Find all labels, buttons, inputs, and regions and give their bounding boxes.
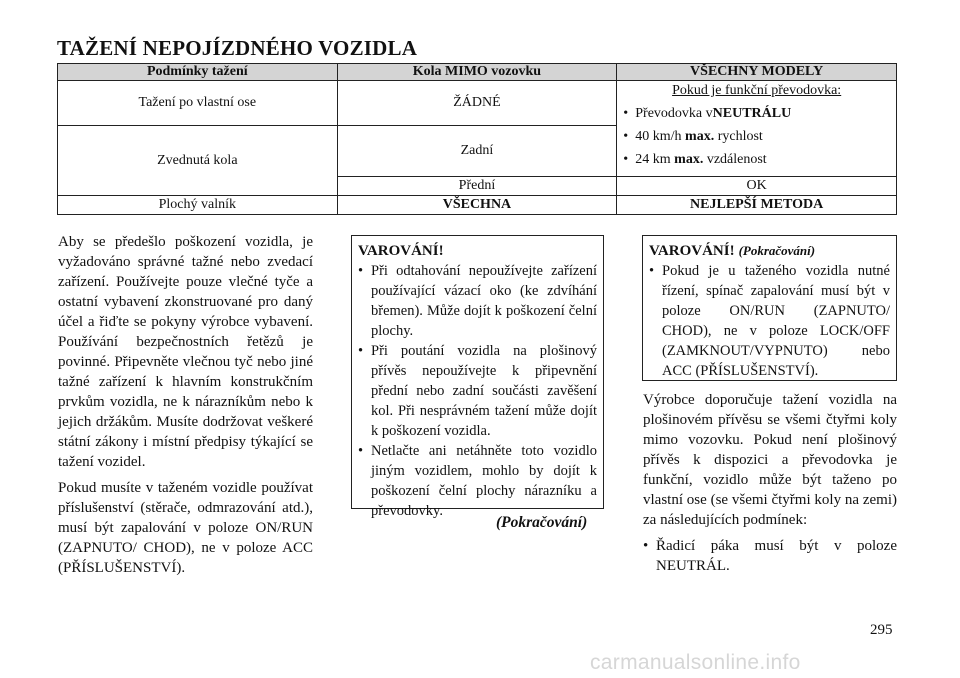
table-cell-models: NEJLEPŠÍ METODA xyxy=(617,196,897,215)
table-cell-condition: Plochý valník xyxy=(58,196,338,215)
left-column xyxy=(58,232,313,584)
page-title: TAŽENÍ NEPOJÍZDNÉHO VOZIDLA xyxy=(57,36,418,60)
list-item: • Při odtahování nepoužívejte zařízení používající vázací oko (ke zdvíhání břemen). Může dojít k poškození čelní plochy. xyxy=(358,261,597,341)
list-item: • Pokud je u taženého vozidla nutné řízení, spínač zapalování musí být v poloze ON/RUN (ZAPNUTO/ CHOD), ne v poloze LOCK/OFF (ZAMKNOUT/VYPNUTO) nebo ACC (PŘÍSLUŠENSTVÍ). xyxy=(649,261,890,381)
table-cell-condition: Tažení po vlastní ose xyxy=(58,81,338,126)
models-note-list xyxy=(623,105,890,168)
table-header-wheels: Kola MIMO vozovku xyxy=(337,64,617,81)
warning-heading: VAROVÁNÍ! xyxy=(358,243,444,259)
list-item: • Převodovka vNEUTRÁLU xyxy=(623,105,890,122)
models-note-heading: Pokud je funkční převodovka: xyxy=(672,83,842,98)
list-item: • Netlačte ani netáhněte toto vozidlo jiným vozidlem, mohlo by dojít k poškození čelní plochy nárazníku a převodovky. xyxy=(358,441,597,521)
table-cell-models: OK xyxy=(617,177,897,196)
table-cell-wheels: VŠECHNA xyxy=(337,196,617,215)
table-header-conditions: Podmínky tažení xyxy=(58,64,338,81)
warning-box xyxy=(351,235,604,519)
table-row xyxy=(58,81,897,126)
paragraph: Výrobce doporučuje tažení vozidla na plošinovém přívěsu se všemi čtyřmi koly mimo vozovku. Pokud není plošinový přívěs k dispozici a převodovka je funkční, vozidlo může být taženo po vlastní ose (se všemi čtyřmi koly na zemi) za následujících podmínek: xyxy=(643,392,897,528)
list-item: • Řadicí páka musí být v poloze NEUTRÁL. xyxy=(643,536,897,576)
table-cell-condition: Zvednutá kola xyxy=(58,126,338,196)
table-row xyxy=(58,196,897,215)
continued-label: (Pokračování) xyxy=(496,514,588,531)
conditions-list xyxy=(643,536,897,576)
watermark: carmanualsonline.info xyxy=(590,651,801,674)
warning-list xyxy=(649,261,890,381)
table-cell-wheels: ŽÁDNÉ xyxy=(337,81,617,126)
table-cell-models-note xyxy=(617,81,897,177)
paragraph: Aby se předešlo poškození vozidla, je vyžadováno správné tažné nebo zvedací zařízení. Používejte pouze vlečné tyče a ostatní vybavení zkonstruované pro daný účel a řiďte se pokyny výrobce vybavení. Používání bezpečnostních řetězů je povinné. Připevněte vlečnou tyč nebo jiné tažné zařízení k hlavním konstrukčním prvkům vozidla, ne k nárazníkům nebo k jejich držákům. Musíte dodržovat veškeré státní zákony i místní předpisy týkající se tažení vozidel. xyxy=(58,234,313,470)
list-item: • Při poutání vozidla na plošinový přívěs nepoužívejte k připevnění přední nebo zadní součásti zavěšení kol. Při nesprávném tažení může dojít k poškození vozidla. xyxy=(358,341,597,441)
towing-table xyxy=(57,63,897,215)
page-number: 295 xyxy=(870,622,893,638)
table-header-models: VŠECHNY MODELY xyxy=(617,64,897,81)
list-item: • 40 km/h max. rychlost xyxy=(623,128,890,145)
paragraph: Pokud musíte v taženém vozidle používat příslušenství (stěrače, odmrazování atd.), musí být zapalování v poloze ON/RUN (ZAPNUTO/ CHOD), ne v poloze ACC (PŘÍSLUŠENSTVÍ). xyxy=(58,480,313,576)
continued-label: (Pokračování) xyxy=(738,243,816,258)
warning-box-continued xyxy=(642,235,897,381)
warning-heading: VAROVÁNÍ! (Pokračování) xyxy=(649,243,816,259)
table-cell-wheels: Zadní xyxy=(337,126,617,177)
table-cell-wheels: Přední xyxy=(337,177,617,196)
table-header-row xyxy=(58,64,897,81)
warning-list xyxy=(358,261,597,521)
right-column xyxy=(643,390,897,576)
list-item: • 24 km max. vzdálenost xyxy=(623,151,890,168)
